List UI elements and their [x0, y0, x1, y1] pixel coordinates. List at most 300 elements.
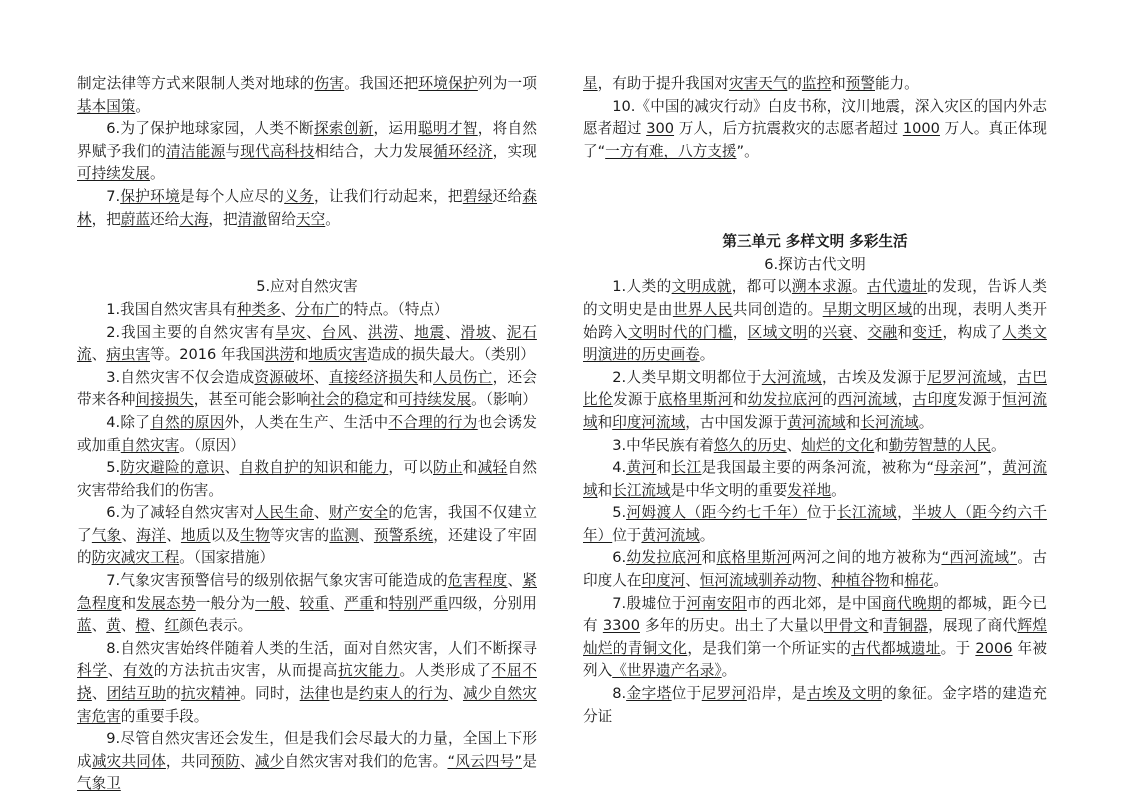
text-run: 相结合，大力发展 — [314, 142, 434, 160]
text-run: 、 — [448, 685, 463, 703]
text-run: ， — [1002, 368, 1018, 386]
underlined-keyword: 西河流域 — [837, 391, 898, 409]
underlined-keyword: 地震 — [414, 323, 446, 341]
text-run: 发源于 — [957, 391, 1003, 409]
text-run: 的重要手段。 — [120, 707, 209, 725]
text-run: 6.为了减轻自然灾害对 — [106, 504, 255, 522]
underlined-keyword: 黄河流域 — [641, 526, 700, 544]
text-run: 2.我国主要的自然灾害有 — [106, 323, 276, 341]
underlined-keyword: 资源破坏 — [254, 368, 314, 386]
underlined-keyword: 悠久的历史 — [713, 436, 787, 454]
text-run: 、 — [398, 323, 415, 341]
text-run: 和 — [868, 617, 884, 635]
underlined-keyword: 发祥地 — [787, 481, 832, 499]
text-run: 第三单元 多样文明 多彩生活 — [722, 233, 908, 251]
underlined-keyword: 人类文明演进的历史画卷 — [583, 323, 1047, 364]
text-run: 和 — [831, 75, 846, 92]
underlined-keyword: 不屈不挠 — [77, 662, 537, 703]
text-run: 9.尽管自然灾害还会发生，但是我们会尽最大的力量，全国上下形成 — [77, 730, 537, 770]
underlined-keyword: 红 — [164, 617, 180, 635]
text-run: 多年的历史。出土了大量以 — [640, 617, 824, 635]
text-run: ，可以 — [388, 459, 433, 477]
text-run: 自然灾害带给我们的伤害。 — [77, 459, 537, 499]
text-run: 和 — [597, 481, 613, 499]
underlined-keyword: 交融 — [867, 323, 898, 341]
blank-line — [583, 163, 1047, 186]
text-run: 能力。 — [874, 75, 919, 92]
underlined-keyword: 蓝 — [77, 617, 92, 635]
text-run: 市的西北郊，是中国 — [746, 594, 883, 612]
underlined-keyword: 地质灾害 — [308, 346, 367, 364]
paragraph — [77, 638, 537, 728]
text-run: 3.中华民族有着 — [612, 436, 714, 454]
paragraph — [77, 73, 537, 118]
text-run: ，展现了商代 — [928, 617, 1018, 635]
text-run: 还给 — [150, 210, 180, 228]
text-run: 年被列入 — [583, 639, 1047, 680]
text-run: 的 — [807, 323, 823, 341]
underlined-keyword: 法律 — [299, 685, 330, 703]
blank-line — [77, 231, 537, 254]
text-run: 、 — [786, 436, 802, 454]
text-run: 。 — [933, 572, 948, 590]
text-run: 的象征。金字塔的建造充分证 — [583, 685, 1047, 725]
underlined-keyword: 自然灾害 — [120, 436, 180, 454]
underlined-keyword: 蔚蓝 — [120, 210, 151, 228]
underlined-keyword: 恒河流域 — [699, 572, 759, 590]
paragraph — [583, 547, 1047, 592]
underlined-keyword: 团结互助 — [106, 685, 167, 703]
underlined-keyword: 棉花 — [904, 572, 934, 590]
text-run: 、 — [284, 594, 300, 612]
underlined-keyword: 清洁能源 — [166, 142, 226, 160]
underlined-keyword: 洪涝 — [367, 323, 399, 341]
underlined-keyword: 减轻 — [477, 459, 508, 477]
underlined-keyword: 长河流域 — [860, 413, 919, 431]
underlined-keyword: 社会的稳定 — [310, 391, 384, 409]
text-run: 造成的损失最大。（类别） — [366, 346, 535, 364]
text-run: 、 — [120, 617, 136, 635]
text-run: 。 — [699, 526, 715, 544]
underlined-keyword: 尼罗河流域 — [927, 368, 1003, 386]
text-run: 4. — [612, 459, 627, 477]
underlined-keyword: 辉煌灿烂的青铜文化 — [583, 617, 1047, 657]
text-run: 是我国最主要的两条河流，被称为“ — [701, 459, 935, 477]
text-run: ，把 — [91, 210, 121, 228]
text-run: 、 — [150, 617, 165, 635]
text-run: 四级，分别用 — [448, 594, 537, 612]
underlined-keyword: 台风 — [321, 323, 353, 341]
paragraph — [77, 118, 537, 186]
underlined-keyword: 金字塔 — [626, 685, 672, 703]
text-run: 。我国还把 — [344, 75, 419, 92]
text-run: 8.自然灾害始终伴随着人类的生活，面对自然灾害，人们不断探寻 — [106, 639, 537, 657]
underlined-keyword: 底格里斯河 — [716, 549, 792, 567]
underlined-keyword: 可持续发展 — [398, 391, 472, 409]
left-column — [77, 73, 537, 796]
text-run: 是中华文明的重要 — [670, 481, 788, 499]
paragraph — [583, 276, 1047, 366]
text-run: 。人类形成了 — [399, 662, 492, 680]
text-run: ， — [897, 391, 913, 409]
underlined-keyword: “西河流域” — [941, 549, 1017, 567]
text-run: 。（影响） — [471, 391, 537, 409]
text-run: 、 — [507, 572, 523, 590]
text-run: ，共同 — [165, 752, 211, 770]
paragraph — [77, 728, 537, 796]
underlined-keyword: 世界人民 — [672, 300, 733, 318]
text-run: ，把 — [208, 210, 238, 228]
text-run: ”， — [979, 459, 1003, 477]
text-run: 7.气象灾害预警信号的级别依据气象灾害可能造成的 — [106, 572, 448, 590]
text-run: 和 — [383, 391, 399, 409]
text-run: 位于 — [612, 526, 642, 544]
text-run: 还给 — [492, 187, 523, 205]
underlined-keyword: 古埃及文明 — [806, 685, 883, 703]
text-run: ，甚至可能会影响 — [193, 391, 311, 409]
text-run: 。（国家措施） — [179, 549, 275, 567]
text-run: 也会诱发或加重 — [77, 413, 537, 454]
underlined-keyword: 300 — [646, 120, 675, 138]
underlined-keyword: 变迁 — [912, 323, 943, 341]
underlined-keyword: 泥石流 — [77, 323, 537, 364]
text-run: ，还会带来各种 — [77, 368, 537, 409]
underlined-keyword: 防止 — [433, 459, 463, 477]
text-run: 的 — [822, 391, 838, 409]
underlined-keyword: 人员伤亡 — [433, 368, 493, 386]
paragraph — [583, 683, 1047, 728]
underlined-keyword: 种类多 — [236, 300, 281, 318]
text-run: 和 — [889, 572, 905, 590]
text-run: 、 — [445, 323, 461, 341]
underlined-keyword: 减少自然灾害危害 — [77, 685, 537, 725]
text-run: 是 — [522, 752, 537, 770]
text-run: 的发现，告诉人类的文明史是由 — [583, 278, 1047, 318]
text-run: 。 — [991, 436, 1006, 454]
underlined-keyword: 不合理的行为 — [388, 413, 478, 431]
paragraph — [77, 299, 537, 322]
text-run: 7. — [106, 187, 121, 205]
underlined-keyword: 1000 — [902, 120, 940, 138]
text-run: 等。2016 年我国 — [150, 346, 265, 364]
text-run: 6.探访古代文明 — [764, 255, 866, 273]
text-run: ，古埃及发源于 — [821, 368, 928, 386]
underlined-keyword: 间接损失 — [135, 391, 194, 409]
text-run: 发源于 — [612, 391, 658, 409]
text-run: 1.我国自然灾害具有 — [106, 300, 237, 318]
text-run: ， — [897, 504, 913, 522]
underlined-keyword: 长江流域 — [612, 481, 671, 499]
text-run: ， — [732, 323, 748, 341]
underlined-keyword: 黄河 — [626, 459, 657, 477]
text-run: 两河之间的地方被称为 — [791, 549, 942, 567]
underlined-keyword: 勤劳智慧的人民 — [888, 436, 992, 454]
paragraph — [77, 367, 537, 412]
text-run: 1.人类的 — [612, 278, 672, 296]
underlined-keyword: 星 — [583, 75, 598, 92]
underlined-keyword: 科学 — [77, 662, 108, 680]
text-run: ，运用 — [373, 120, 419, 138]
text-run: 、 — [280, 300, 296, 318]
text-run: 和 — [874, 436, 889, 454]
underlined-keyword: 溯本求源 — [791, 278, 853, 296]
paragraph — [583, 367, 1047, 435]
underlined-keyword: 商代晚期 — [882, 594, 943, 612]
paragraph — [77, 322, 537, 367]
text-run: 。 — [135, 97, 150, 115]
underlined-keyword: 早期文明区域 — [822, 300, 913, 318]
text-run: 、 — [224, 459, 240, 477]
paragraph — [583, 457, 1047, 502]
underlined-keyword: 保护环境 — [120, 187, 180, 205]
text-run: 自然灾害对我们的危害。 — [284, 752, 448, 770]
underlined-keyword: “风云四号” — [447, 752, 523, 770]
text-run: 、 — [91, 617, 107, 635]
underlined-keyword: 森林 — [77, 187, 537, 228]
text-run: 和 — [701, 549, 717, 567]
text-run: 。 — [852, 278, 868, 296]
text-run: 的都城，距今已有 — [583, 594, 1047, 635]
text-run: ，构成了 — [942, 323, 1003, 341]
underlined-keyword: 抗灾能力 — [338, 662, 400, 680]
text-run: 也是 — [329, 685, 360, 703]
text-run: 和 — [462, 459, 478, 477]
underlined-keyword: 古代遗址 — [867, 278, 928, 296]
text-run: 。 — [325, 210, 340, 228]
paragraph — [583, 593, 1047, 683]
underlined-keyword: 文明时代的门槛 — [627, 323, 733, 341]
underlined-keyword: 探索创新 — [313, 120, 374, 138]
text-run: ，让我们行动起来，把 — [313, 187, 463, 205]
underlined-keyword: 现代高科技 — [240, 142, 315, 160]
underlined-keyword: 种植谷物 — [831, 572, 890, 590]
text-run: 、 — [313, 368, 329, 386]
underlined-keyword: 可持续发展 — [77, 165, 150, 183]
text-run: 7.殷墟位于 — [612, 594, 687, 612]
underlined-keyword: 发展态势 — [136, 594, 196, 612]
underlined-keyword: 河南安阳 — [686, 594, 747, 612]
text-run: 、 — [121, 526, 137, 544]
underlined-keyword: 监测 — [329, 526, 360, 544]
text-run: ，有助于提升我国对 — [597, 75, 729, 92]
text-run: 、 — [107, 662, 124, 680]
text-run: ，都可以 — [731, 278, 792, 296]
text-run: 。同时， — [240, 685, 300, 703]
text-run: 以及 — [210, 526, 241, 544]
paragraph — [77, 412, 537, 457]
underlined-keyword: 黄河流域 — [583, 459, 1047, 499]
underlined-keyword: 黄河流域 — [787, 413, 846, 431]
paragraph — [77, 570, 537, 638]
paragraph — [583, 502, 1047, 547]
text-run: 的 — [787, 75, 802, 92]
text-run: 的出现，表明人类开始跨入 — [583, 300, 1047, 341]
underlined-keyword: 减少 — [254, 752, 285, 770]
text-run: 、 — [359, 526, 374, 544]
underlined-keyword: 底格里斯河 — [657, 391, 733, 409]
underlined-keyword: 天空 — [296, 210, 326, 228]
underlined-keyword: 印度河流域 — [612, 413, 686, 431]
text-run: 6.为了保护地球家园，人类不断 — [106, 120, 314, 138]
underlined-keyword: 长江 — [671, 459, 702, 477]
text-run: 3.自然灾害不仅会造成 — [106, 368, 255, 386]
text-run: 5. — [612, 504, 627, 522]
underlined-keyword: 防灾避险的意识 — [120, 459, 225, 477]
underlined-keyword: 古印度 — [912, 391, 958, 409]
text-run: ”。 — [736, 142, 759, 160]
underlined-keyword: 幼发拉底河 — [626, 549, 702, 567]
section-title — [77, 276, 537, 299]
text-run: 和 — [418, 368, 434, 386]
text-run: ，古中国发源于 — [685, 413, 788, 431]
text-run: 和 — [121, 594, 137, 612]
underlined-keyword: 河姆渡人（距今约七千年） — [626, 504, 807, 522]
underlined-keyword: 约束人的行为 — [359, 685, 449, 703]
paragraph — [583, 435, 1047, 458]
text-run: 、 — [91, 346, 107, 364]
underlined-keyword: 大海 — [179, 210, 209, 228]
underlined-keyword: 病虫害 — [106, 346, 151, 364]
text-run: 和 — [293, 346, 309, 364]
underlined-keyword: 基本国策 — [77, 97, 136, 115]
underlined-keyword: 直接经济损失 — [328, 368, 419, 386]
text-run: 、 — [491, 323, 507, 341]
text-run: ，将自然界赋予我们的 — [77, 120, 537, 160]
paragraph — [77, 186, 537, 231]
text-run: 5.应对自然灾害 — [256, 278, 358, 296]
underlined-keyword: 灾害天气 — [728, 75, 788, 92]
text-run: 2.人类早期文明都位于 — [612, 368, 762, 386]
underlined-keyword: 防灾减灾工程 — [91, 549, 180, 567]
underlined-keyword: 聪明才智 — [418, 120, 478, 138]
underlined-keyword: 分布广 — [295, 300, 340, 318]
text-run: 共同创造的。 — [732, 300, 823, 318]
underlined-keyword: 滑坡 — [460, 323, 492, 341]
underlined-keyword: 气象 — [91, 526, 122, 544]
underlined-keyword: 有效 — [123, 662, 154, 680]
underlined-keyword: 预防 — [210, 752, 241, 770]
underlined-keyword: 紧急程度 — [77, 572, 537, 612]
blank-line — [583, 186, 1047, 209]
underlined-keyword: 生物 — [240, 526, 270, 544]
text-run: 和 — [656, 459, 672, 477]
text-run: 万人。真正体现了“ — [583, 120, 1048, 160]
underlined-keyword: 大河流域 — [761, 368, 822, 386]
underlined-keyword: 自然的原因 — [150, 413, 225, 431]
text-run: 制定法律等方式来限制人类对地球的 — [77, 75, 315, 92]
underlined-keyword: 循环经济 — [433, 142, 493, 160]
text-run: 6. — [612, 549, 627, 567]
text-run: 、 — [685, 572, 700, 590]
right-column — [583, 73, 1047, 728]
underlined-keyword: 半坡人（距今约六千年） — [583, 504, 1047, 544]
text-run: 和 — [845, 413, 861, 431]
underlined-keyword: 橙 — [135, 617, 151, 635]
underlined-keyword: 印度河 — [641, 572, 686, 590]
text-run: 、 — [852, 323, 868, 341]
underlined-keyword: 文明成就 — [671, 278, 732, 296]
paragraph — [77, 502, 537, 570]
text-run: 、 — [91, 685, 107, 703]
underlined-keyword: 长江流域 — [836, 504, 898, 522]
underlined-keyword: 气象卫 — [77, 775, 121, 793]
underlined-keyword: 危害程度 — [447, 572, 508, 590]
underlined-keyword: 母亲河 — [934, 459, 980, 477]
underlined-keyword: 人民生命 — [254, 504, 314, 522]
text-run: 。 — [831, 481, 846, 499]
text-run: 和 — [897, 323, 913, 341]
underlined-keyword: 尼罗河 — [701, 685, 747, 703]
underlined-keyword: 3300 — [602, 617, 640, 635]
underlined-keyword: 幼发拉底河 — [747, 391, 823, 409]
text-run: 位于 — [806, 504, 837, 522]
underlined-keyword: 兴衰 — [822, 323, 853, 341]
underlined-keyword: 恒河流域 — [583, 391, 1047, 431]
text-run: 列为一项 — [477, 75, 537, 92]
text-run: 和 — [373, 594, 389, 612]
blank-line — [77, 254, 537, 277]
underlined-keyword: 灿烂的文化 — [801, 436, 875, 454]
underlined-keyword: 驯养动物 — [758, 572, 817, 590]
text-run: 、 — [306, 323, 322, 341]
underlined-keyword: 《世界遗产名录》 — [612, 662, 722, 680]
underlined-keyword: 一方有难，八方支援 — [605, 142, 737, 160]
text-run: 。（原因） — [179, 436, 245, 454]
underlined-keyword: 黄 — [106, 617, 121, 635]
text-run: ，是我们第一个所证实的 — [687, 639, 852, 657]
text-run: 4.除了 — [106, 413, 151, 431]
underlined-keyword: 洪涝 — [264, 346, 294, 364]
text-run: 10.《中国的减灾行动》白皮书称，汶川地震，深入灾区的国内外志愿者超过 — [583, 97, 1047, 138]
paragraph — [583, 73, 1047, 96]
text-run: 万人，后方抗震救灾的志愿者超过 — [674, 120, 903, 138]
text-run: 。古印度人在 — [583, 549, 1047, 590]
text-run: 。 — [918, 413, 934, 431]
text-run: 。 — [699, 346, 715, 364]
text-run: 、 — [352, 323, 368, 341]
text-run: 。 — [149, 165, 165, 183]
text-run: ，还建设了牢固的 — [77, 526, 537, 567]
underlined-keyword: 财产安全 — [328, 504, 389, 522]
underlined-keyword: 环境保护 — [418, 75, 478, 92]
underlined-keyword: 旱灾 — [275, 323, 307, 341]
text-run: 、 — [240, 752, 255, 770]
underlined-keyword: 监控 — [801, 75, 832, 92]
underlined-keyword: 严重 — [344, 594, 374, 612]
underlined-keyword: 青铜器 — [883, 617, 929, 635]
text-run: 位于 — [671, 685, 702, 703]
underlined-keyword: 碧绿 — [462, 187, 493, 205]
text-run: 、 — [313, 504, 329, 522]
text-run: 的方法抗击灾害，从而提高 — [153, 662, 339, 680]
underlined-keyword: 自救自护的知识和能力 — [239, 459, 389, 477]
underlined-keyword: 特别严重 — [388, 594, 449, 612]
text-run: 、 — [166, 526, 181, 544]
text-run: 。于 — [940, 639, 976, 657]
paragraph — [583, 96, 1047, 164]
text-run: 的危害，我国不仅建立了 — [77, 504, 537, 544]
text-run: 沿岸，是 — [746, 685, 807, 703]
underlined-keyword: 减灾共同体 — [91, 752, 166, 770]
underlined-keyword: 甲骨文 — [823, 617, 869, 635]
underlined-keyword: 古巴比伦 — [583, 368, 1047, 409]
text-run: 和 — [732, 391, 748, 409]
text-run: 和 — [597, 413, 613, 431]
section-title — [583, 231, 1047, 254]
underlined-keyword: 海洋 — [136, 526, 167, 544]
text-run: 颜色表示。 — [179, 617, 253, 635]
text-run: 。 — [721, 662, 737, 680]
